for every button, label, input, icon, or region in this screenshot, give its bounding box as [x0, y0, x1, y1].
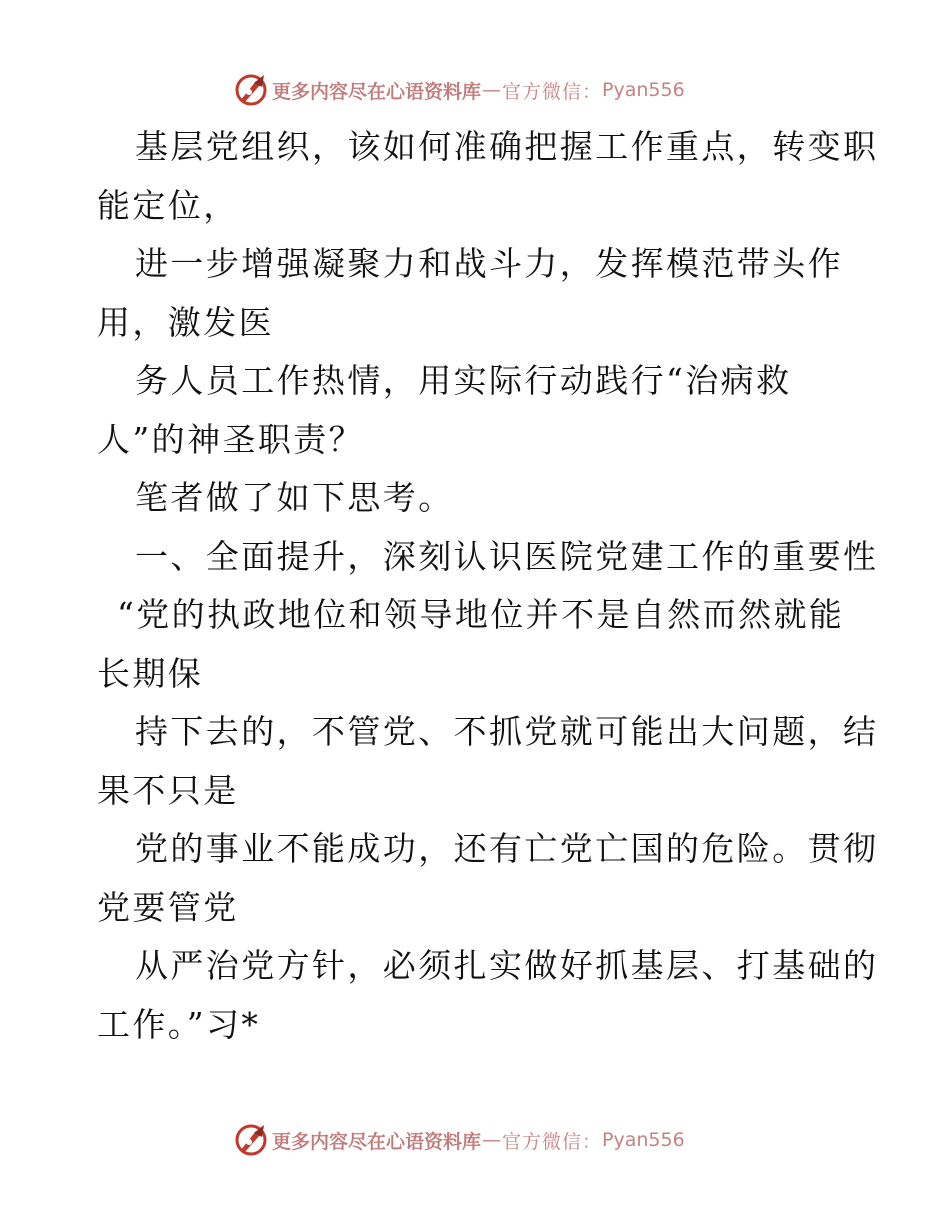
watermark-side-text: 官方微信：: [502, 80, 603, 103]
text-line: 长期保: [97, 653, 204, 693]
header-watermark: [234, 72, 685, 108]
watermark-separator: —: [482, 1129, 502, 1151]
quill-logo-icon: [234, 1123, 268, 1157]
text-line: 笔者做了如下思考。: [135, 478, 454, 517]
text-line: 果不只是: [97, 770, 239, 810]
text-line: 基层党组织，该如何准确把握工作重点，转变职: [135, 127, 879, 166]
quill-logo-icon: [234, 73, 268, 107]
section-heading: 一、全面提升，深刻认识医院党建工作的重要性: [135, 536, 879, 576]
footer-watermark: [234, 1122, 685, 1158]
text-line: 用，激发医: [97, 302, 274, 342]
text-line: 能定位，: [97, 185, 239, 225]
watermark-wechat-id: Pyan556: [602, 79, 685, 101]
text-line: 从严治党方针，必须扎实做好抓基层、打基础的: [135, 946, 879, 985]
watermark-separator: —: [482, 79, 502, 101]
watermark-wechat-id: Pyan556: [602, 1129, 685, 1151]
watermark-main-text: 更多内容尽在心语资料库: [272, 80, 482, 103]
text-line: 进一步增强凝聚力和战斗力，发挥模范带头作: [135, 244, 843, 283]
text-line: “党的执政地位和领导地位并不是自然而然就能: [117, 595, 845, 634]
text-line: 持下去的，不管党、不抓党就可能出大问题，结: [135, 712, 879, 751]
document-body: [97, 118, 879, 1054]
text-line: 务人员工作热情，用实际行动践行“治病救: [135, 361, 792, 400]
watermark-side-text: 官方微信：: [502, 1130, 603, 1153]
text-line: 工作。”习*: [97, 1004, 261, 1044]
watermark-main-text: 更多内容尽在心语资料库: [272, 1130, 482, 1153]
text-line: 党的事业不能成功，还有亡党亡国的危险。贯彻: [135, 829, 879, 868]
text-line: 党要管党: [97, 887, 239, 927]
text-line: 人”的神圣职责？: [97, 419, 365, 459]
